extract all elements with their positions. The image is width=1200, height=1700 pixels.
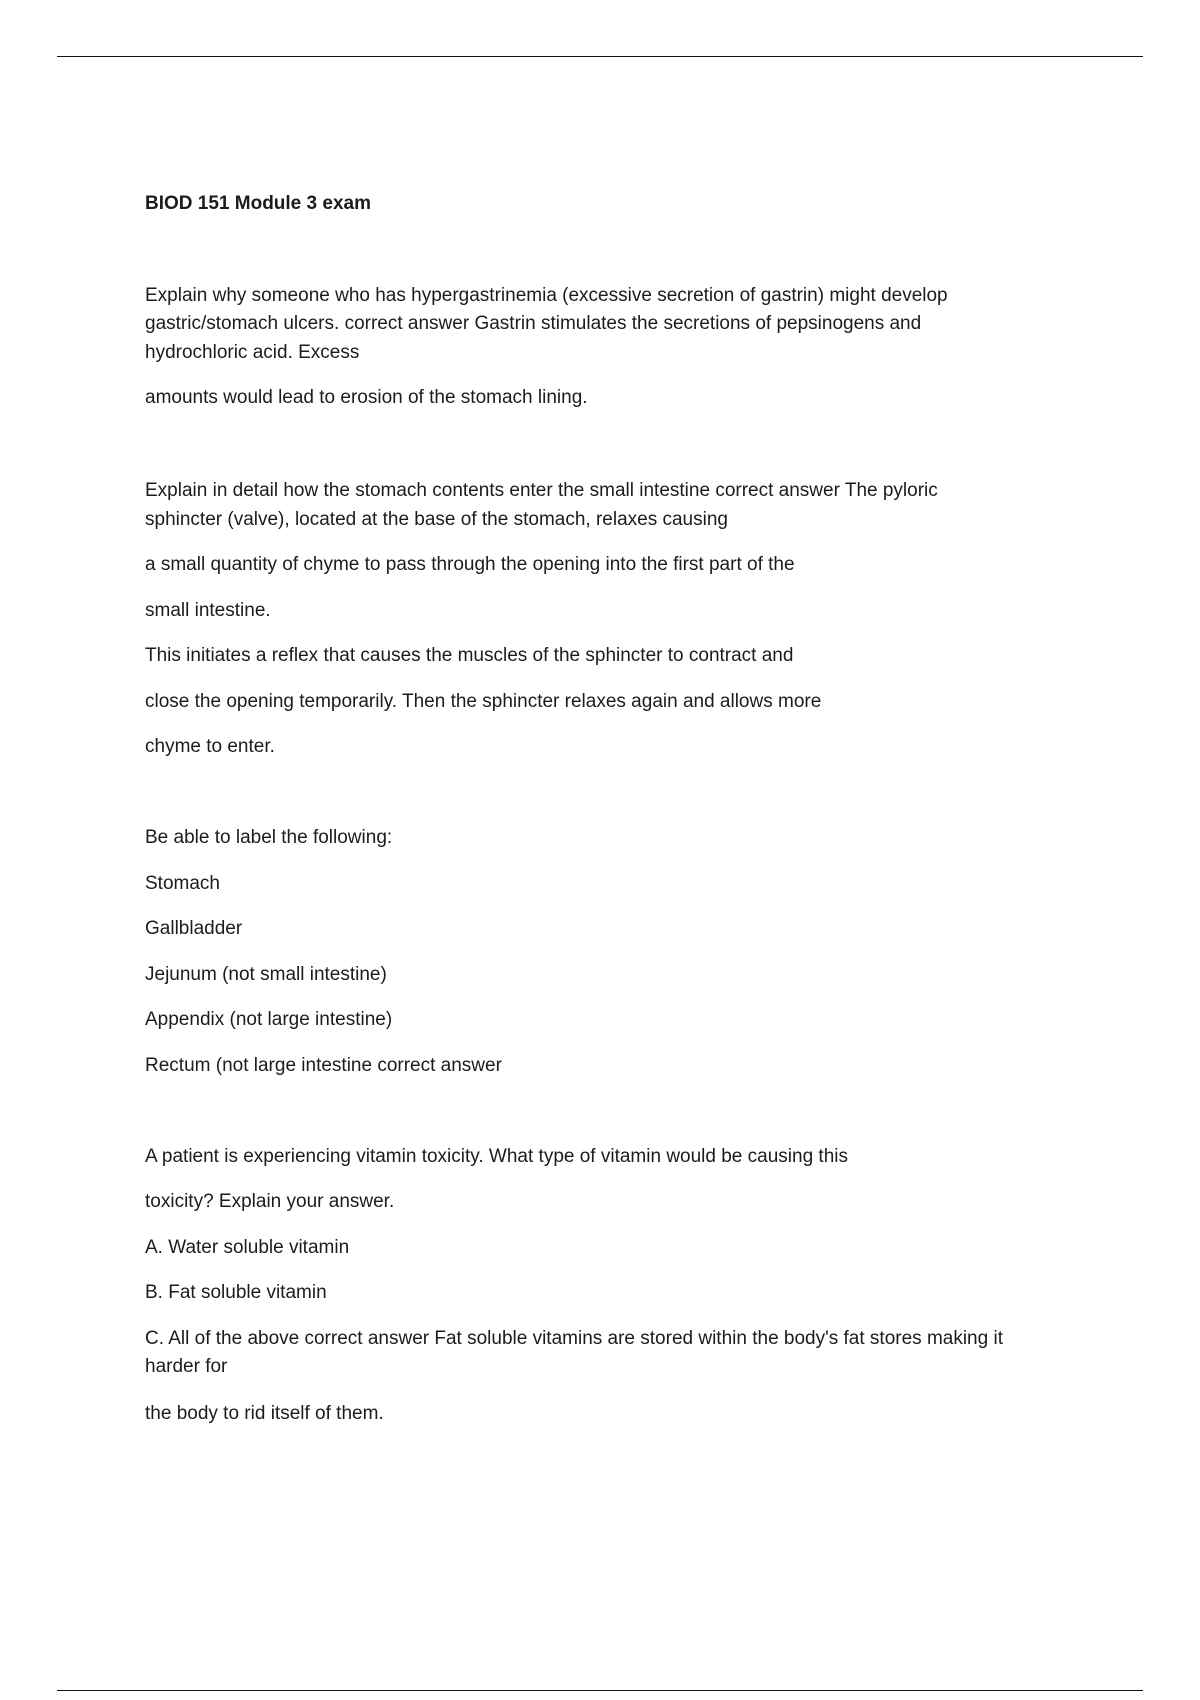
text-line: This initiates a reflex that causes the muscles of the sphincter to contract and [145, 645, 794, 666]
text-line: Rectum (not large intestine correct answer [145, 1055, 502, 1076]
text-line: close the opening temporarily. Then the sphincter relaxes again and allows more [145, 691, 822, 712]
text-line: C. All of the above correct answer Fat soluble vitamins are stored within the body's fat stores making it [145, 1328, 1003, 1349]
text-line: Gallbladder [145, 918, 243, 939]
text-line: the body to rid itself of them. [145, 1403, 384, 1424]
text-line: hydrochloric acid. Excess [145, 342, 360, 363]
text-line: harder for [145, 1356, 228, 1377]
text-line: sphincter (valve), located at the base of the stomach, relaxes causing [145, 509, 728, 530]
text-line: A patient is experiencing vitamin toxicity. What type of vitamin would be causing this [145, 1146, 848, 1167]
text-line: Explain why someone who has hypergastrinemia (excessive secretion of gastrin) might develop [145, 285, 948, 306]
text-line: Jejunum (not small intestine) [145, 964, 387, 985]
text-line: A. Water soluble vitamin [145, 1237, 350, 1258]
text-line: chyme to enter. [145, 736, 275, 757]
text-line: toxicity? Explain your answer. [145, 1191, 395, 1212]
text-line: Be able to label the following: [145, 827, 393, 848]
top-rule [57, 56, 1143, 57]
text-line: amounts would lead to erosion of the stomach lining. [145, 387, 588, 408]
text-line: Appendix (not large intestine) [145, 1009, 393, 1030]
text-line: B. Fat soluble vitamin [145, 1282, 327, 1303]
bottom-rule [57, 1690, 1143, 1691]
text-line: gastric/stomach ulcers. correct answer Gastrin stimulates the secretions of pepsinogens and [145, 313, 922, 334]
text-line: Explain in detail how the stomach contents enter the small intestine correct answer The pyloric [145, 480, 938, 501]
text-line: a small quantity of chyme to pass through the opening into the first part of the [145, 554, 795, 575]
document-title: BIOD 151 Module 3 exam [145, 193, 371, 214]
text-line: small intestine. [145, 600, 271, 621]
text-line: Stomach [145, 873, 220, 894]
